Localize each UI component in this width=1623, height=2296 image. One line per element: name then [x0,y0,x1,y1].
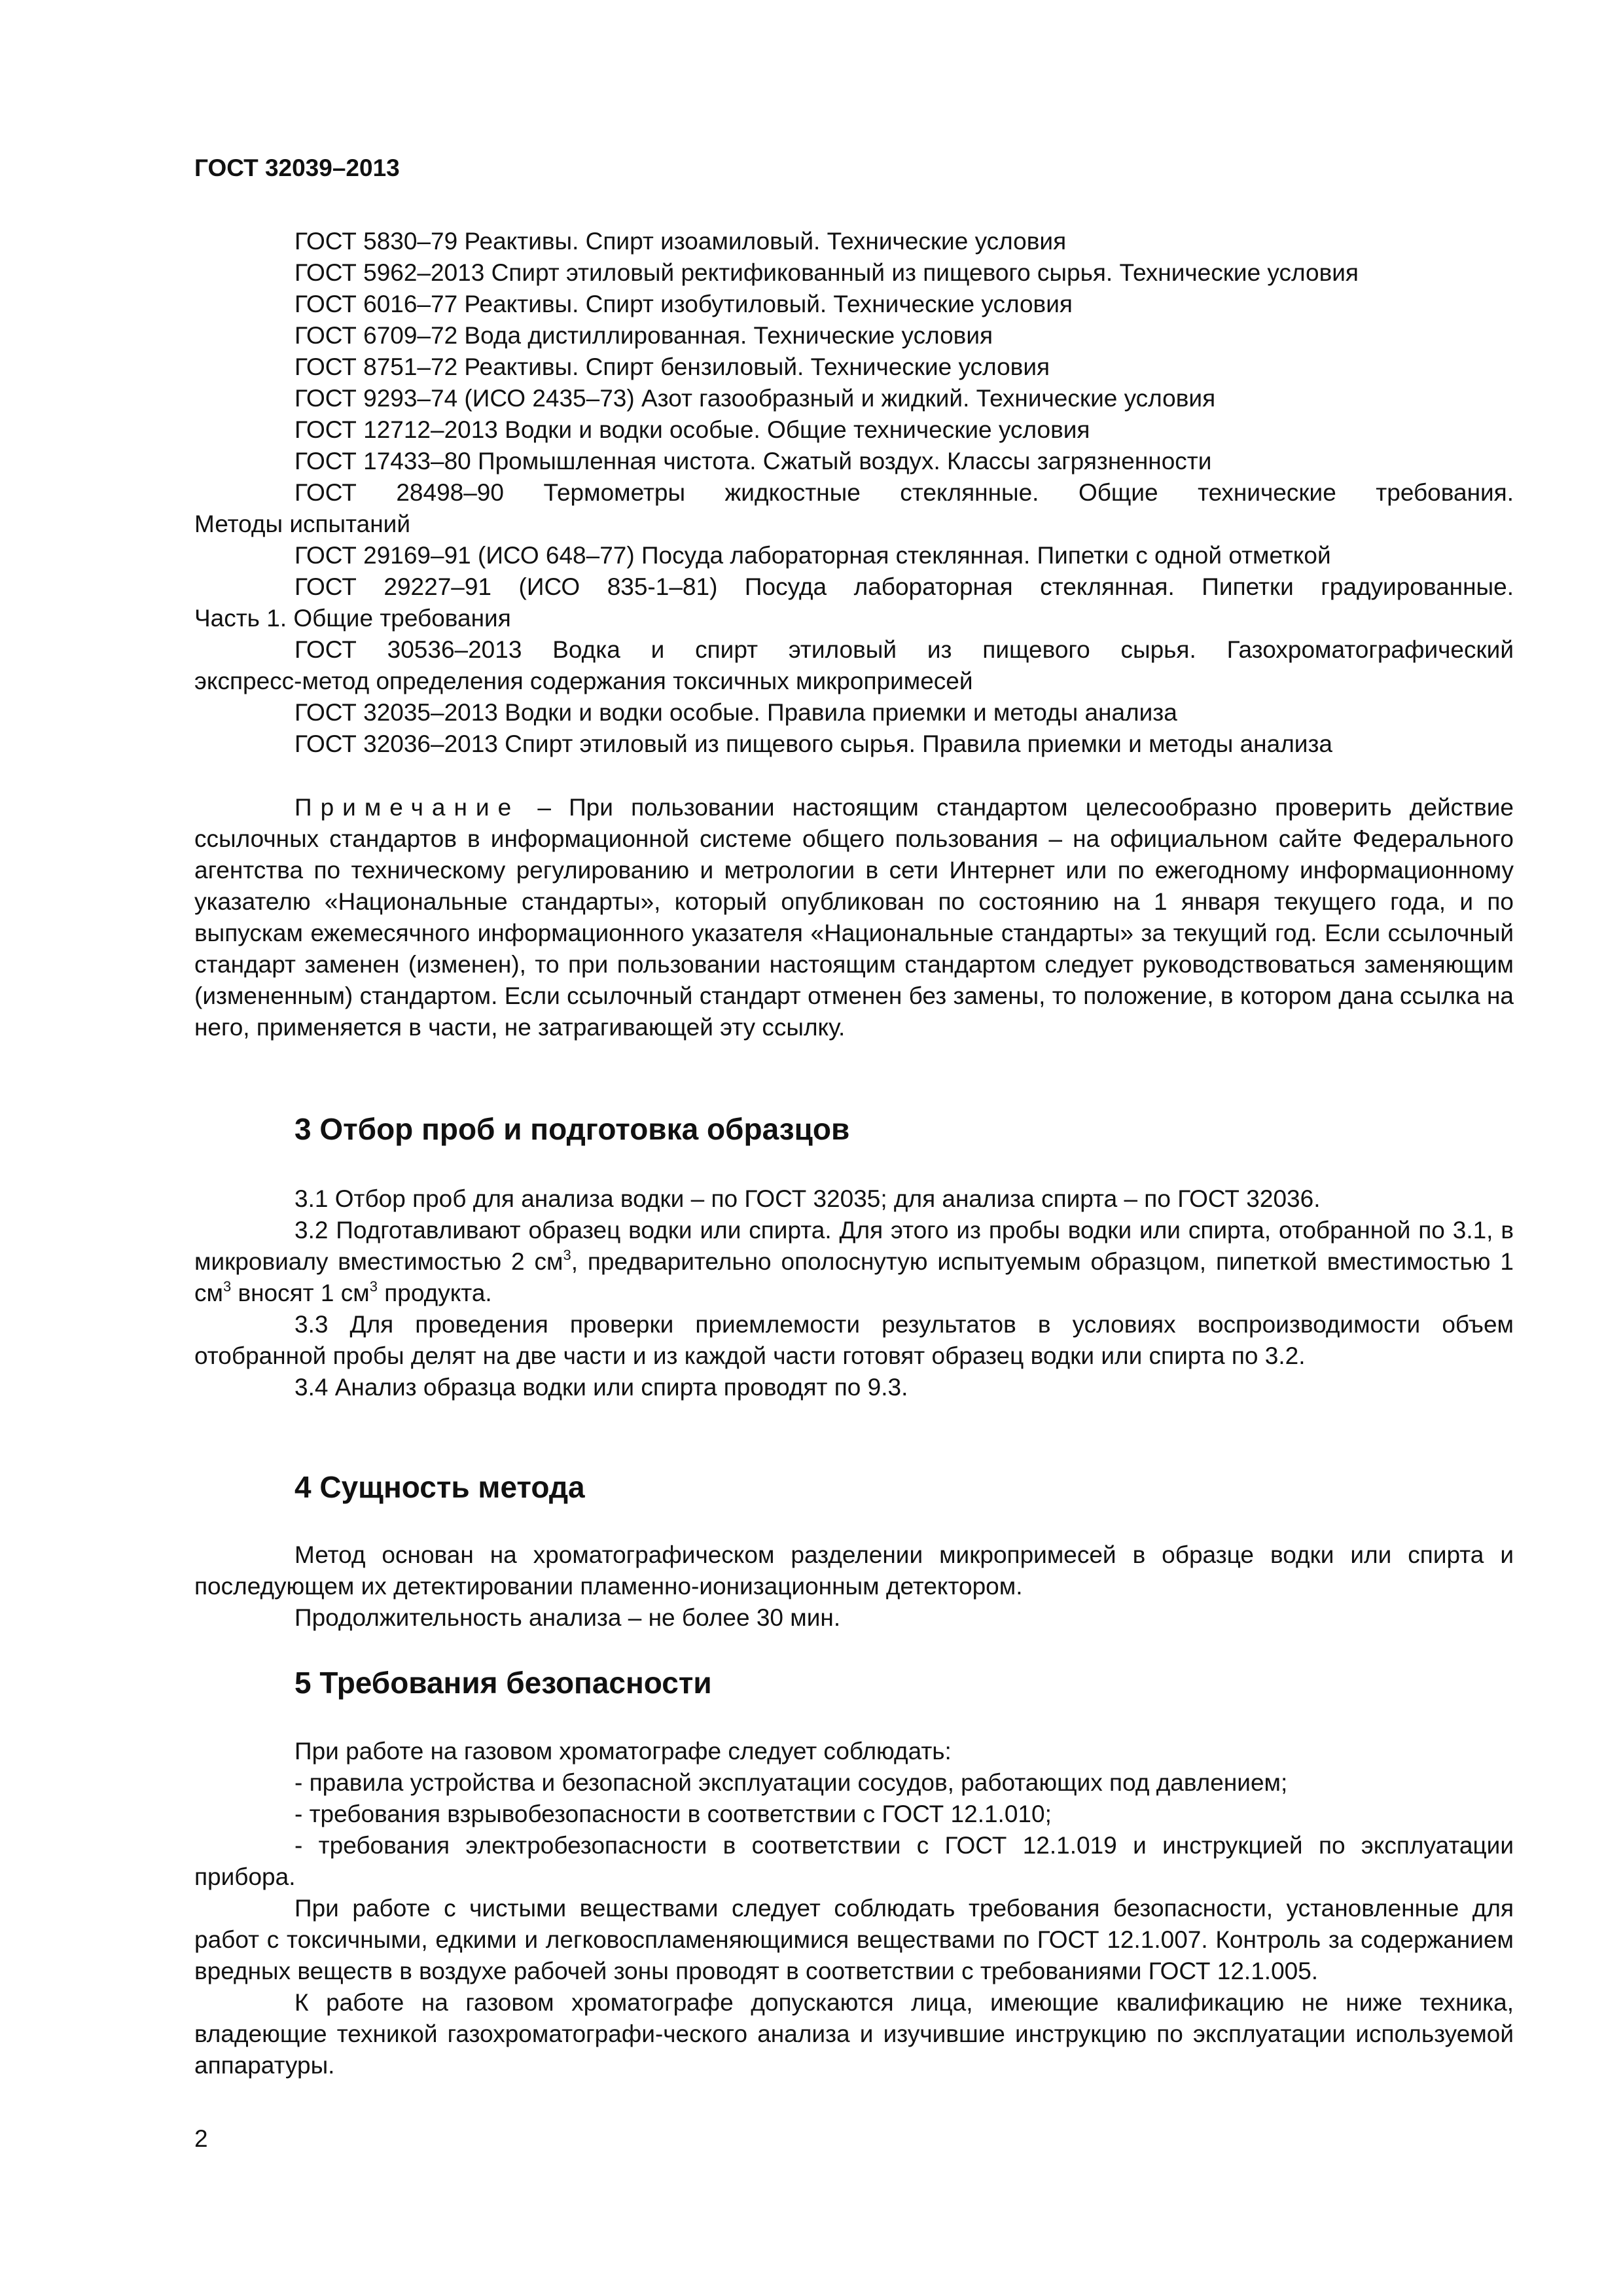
document-header: ГОСТ 32039–2013 [194,154,400,181]
reference-item: ГОСТ 30536–2013 Водка и спирт этиловый из пищевого сырья. Газохроматографический [294,636,1514,663]
paragraph-5-2: При работе с чистыми веществами следует соблюдать требования безопасности, установленные для работ с токсичными, едкими и легковоспламеняющимися веществами по ГОСТ 12.1.007. Контроль за содержанием вредных веществ в воздухе рабочей зоны проводят в соответствии с требованиями ГОСТ 12.1.005. [194,1895,1514,1984]
section-3-body [194,1183,1514,1403]
bullet-item: - правила устройства и безопасной эксплуатации сосудов, работающих под давлением; [294,1769,1288,1796]
section-3-heading: 3 Отбор проб и подготовка образцов [294,1112,850,1146]
reference-item: ГОСТ 17433–80 Промышленная чистота. Сжатый воздух. Классы загрязненности [294,448,1212,475]
document-page [194,0,1514,2296]
paragraph-3-1: 3.1 Отбор проб для анализа водки – по ГОСТ 32035; для анализа спирта – по ГОСТ 32036. [294,1185,1321,1212]
reference-item: ГОСТ 29169–91 (ИСО 648–77) Посуда лабораторная стеклянная. Пипетки с одной отметкой [294,542,1331,569]
paragraph-4-1: Метод основан на хроматографическом разделении микропримесей в образце водки или спирта и последующем их детектировании пламенно-ионизационным детектором. [194,1541,1514,1600]
reference-item: ГОСТ 32035–2013 Водки и водки особые. Правила приемки и методы анализа [294,699,1177,726]
section-4-body [194,1539,1514,1634]
reference-item: ГОСТ 6709–72 Вода дистиллированная. Технические условия [294,322,993,349]
note-label: Примечание [294,794,520,821]
reference-item: ГОСТ 6016–77 Реактивы. Спирт изобутиловый. Технические условия [294,291,1073,317]
note-paragraph [194,792,1514,1043]
section-4-heading: 4 Сущность метода [294,1470,585,1504]
reference-item: ГОСТ 9293–74 (ИСО 2435–73) Азот газообразный и жидкий. Технические условия [294,385,1216,412]
paragraph-5-3: К работе на газовом хроматографе допускаются лица, имеющие квалификацию не ниже техника, владеющие техникой газохроматографи-ческого анализа и изучившие инструкцию по эксплуатации используемой аппаратуры. [194,1989,1514,2079]
section-5-body [194,1736,1514,2081]
paragraph-3-4: 3.4 Анализ образца водки или спирта проводят по 9.3. [294,1374,908,1401]
reference-item-continuation: Методы испытаний [194,511,411,537]
reference-item: ГОСТ 8751–72 Реактивы. Спирт бензиловый. Технические условия [294,353,1050,380]
bullet-item: - требования электробезопасности в соответствии с ГОСТ 12.1.019 и инструкцией по эксплуатации прибора. [194,1832,1514,1890]
paragraph-5-intro: При работе на газовом хроматографе следует соблюдать: [294,1738,952,1765]
reference-item: ГОСТ 29227–91 (ИСО 835-1–81) Посуда лабораторная стеклянная. Пипетки градуированные. [294,573,1514,600]
paragraph-3-2: 3.2 Подготавливают образец водки или спирта. Для этого из пробы водки или спирта, отобранной по 3.1, в микровиалу вместимостью 2 $см^3$, предварительно ополоснутую испытуемым образцом, пипеткой вместимостью 1 $см^3$ вносят 1 $см^3$ продукта. [194,1217,1514,1306]
reference-item: ГОСТ 5962–2013 Спирт этиловый ректификованный из пищевого сырья. Технические условия [294,259,1359,286]
section-5-heading: 5 Требования безопасности [294,1666,712,1700]
reference-item-continuation: экспресс-метод определения содержания токсичных микропримесей [194,668,973,694]
bullet-item: - требования взрывобезопасности в соответствии с ГОСТ 12.1.010; [294,1801,1052,1827]
note-text: – При пользовании настоящим стандартом целесообразно проверить действие ссылочных стандартов в информационной системе общего пользования – на официальном сайте Федерального агентства по техническому регулированию и метрологии в сети Интернет или по ежегодному информационному указателю «Национальные стандарты», который опубликован по состоянию на 1 января текущего года, и по выпускам ежемесячного информационного указателя «Национальные стандарты» за текущий год. Если ссылочный стандарт заменен (изменен), то при пользовании настоящим стандартом следует руководствоваться заменяющим (измененным) стандартом. Если ссылочный стандарт отменен без замены, то положение, в котором дана ссылка на него, применяется в части, не затрагивающей эту ссылку. [194,794,1514,1041]
reference-item-continuation: Часть 1. Общие требования [194,605,511,632]
reference-item: ГОСТ 28498–90 Термометры жидкостные стеклянные. Общие технические требования. [294,479,1514,506]
paragraph-4-2: Продолжительность анализа – не более 30 мин. [294,1604,841,1631]
reference-item: ГОСТ 12712–2013 Водки и водки особые. Общие технические условия [294,416,1090,443]
normative-references-list [194,226,1514,760]
reference-item: ГОСТ 32036–2013 Спирт этиловый из пищевого сырья. Правила приемки и методы анализа [294,730,1332,757]
page-number: 2 [194,2125,208,2152]
paragraph-3-3: 3.3 Для проведения проверки приемлемости результатов в условиях воспроизводимости объем отобранной пробы делят на две части и из каждой части готовят образец водки или спирта по 3.2. [194,1311,1514,1369]
reference-item: ГОСТ 5830–79 Реактивы. Спирт изоамиловый. Технические условия [294,228,1067,255]
